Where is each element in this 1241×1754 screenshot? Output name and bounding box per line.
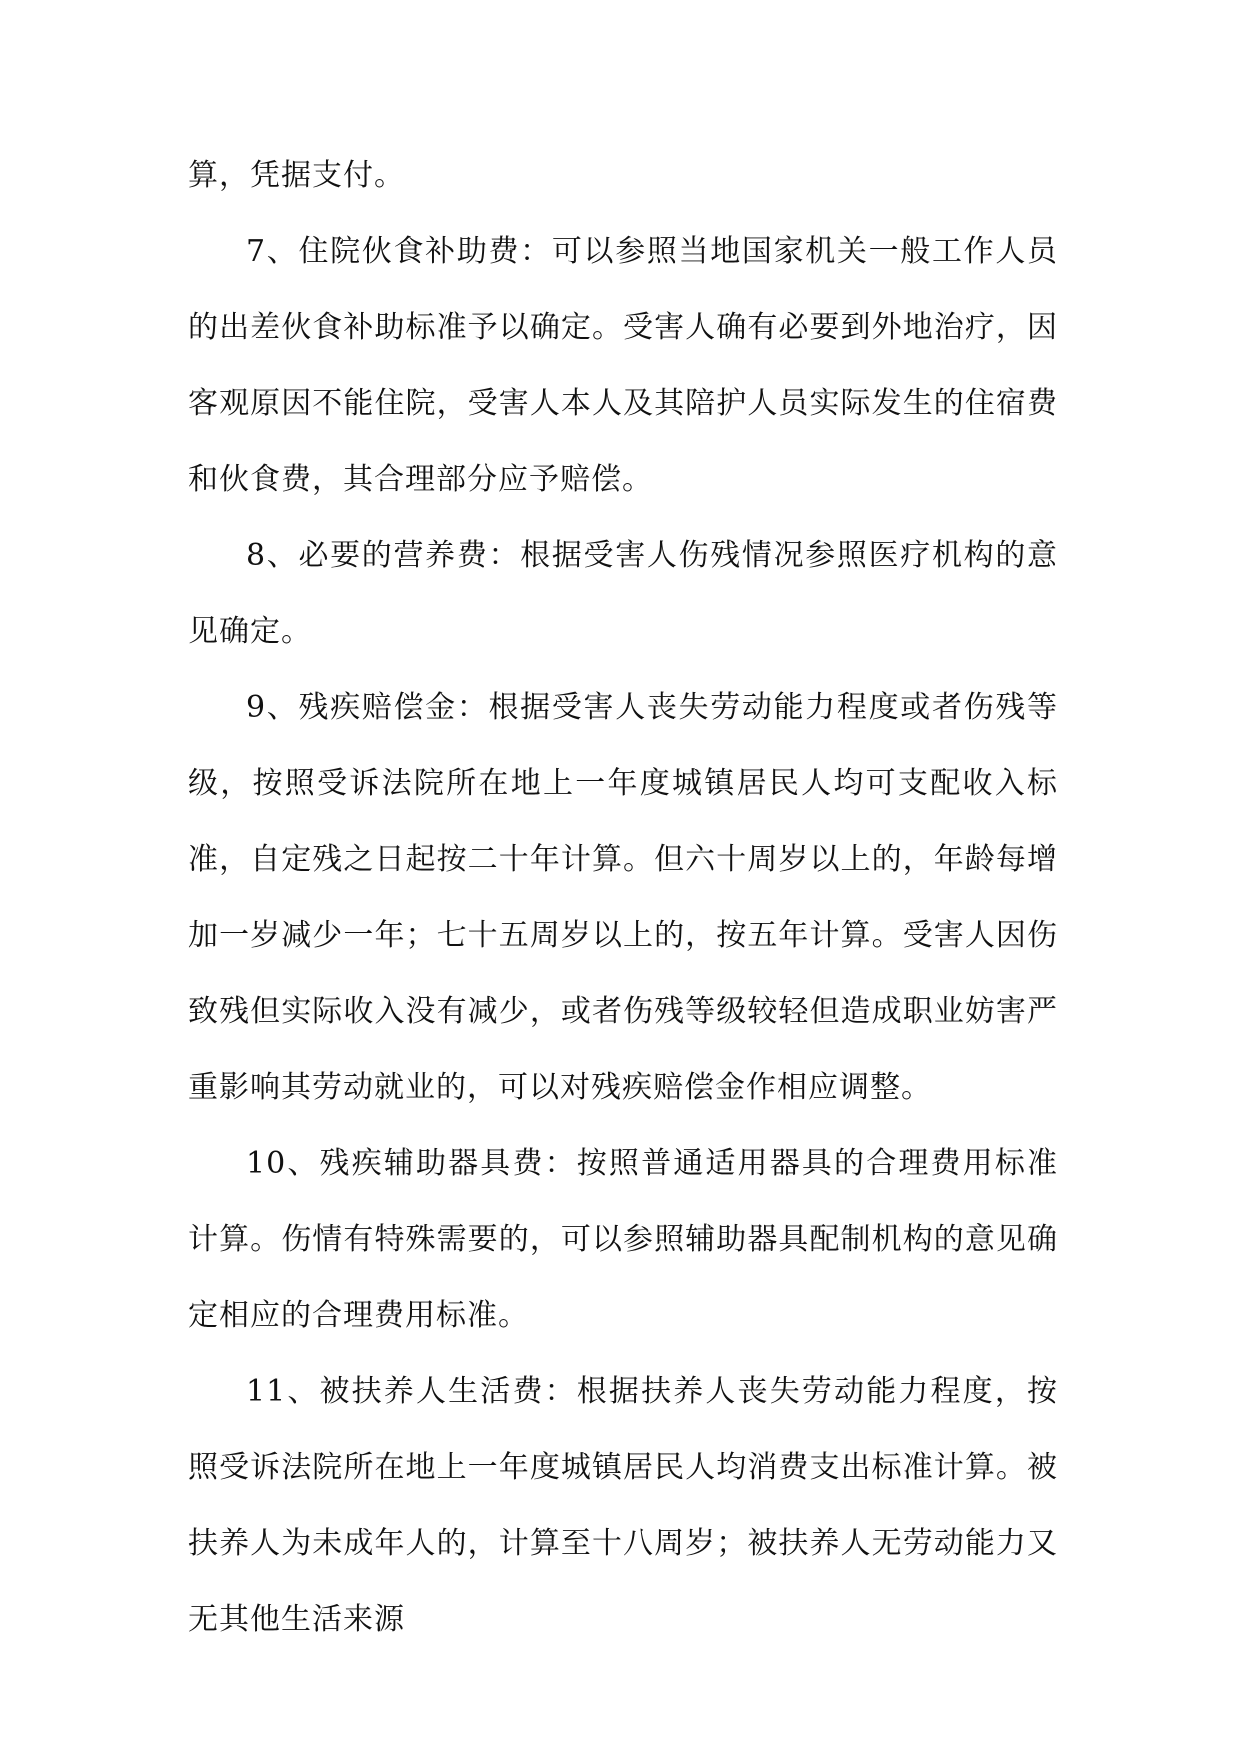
paragraph-item-11: 11、被扶养人生活费：根据扶养人丧失劳动能力程度，按照受诉法院所在地上一年度城镇居民人均消费支出标准计算。被扶养人为未成年人的，计算至十八周岁；被扶养人无劳动能力又无其他生活来源 bbox=[188, 1374, 1058, 1637]
document-body bbox=[188, 138, 1058, 1658]
paragraph-continuation: 算，凭据支付。 bbox=[188, 158, 405, 193]
paragraph-item-9: 9、残疾赔偿金：根据受害人丧失劳动能力程度或者伤残等级，按照受诉法院所在地上一年度城镇居民人均可支配收入标准，自定残之日起按二十年计算。但六十周岁以上的，年龄每增加一岁减少一年；七十五周岁以上的，按五年计算。受害人因伤致残但实际收入没有减少，或者伤残等级较轻但造成职业妨害严重影响其劳动就业的，可以对残疾赔偿金作相应调整。 bbox=[188, 690, 1058, 1105]
paragraph-item-8: 8、必要的营养费：根据受害人伤残情况参照医疗机构的意见确定。 bbox=[188, 538, 1058, 649]
paragraph-item-10: 10、残疾辅助器具费：按照普通适用器具的合理费用标准计算。伤情有特殊需要的，可以参照辅助器具配制机构的意见确定相应的合理费用标准。 bbox=[188, 1146, 1058, 1333]
paragraph-item-7: 7、住院伙食补助费：可以参照当地国家机关一般工作人员的出差伙食补助标准予以确定。受害人确有必要到外地治疗，因客观原因不能住院，受害人本人及其陪护人员实际发生的住宿费和伙食费，其合理部分应予赔偿。 bbox=[188, 234, 1058, 497]
